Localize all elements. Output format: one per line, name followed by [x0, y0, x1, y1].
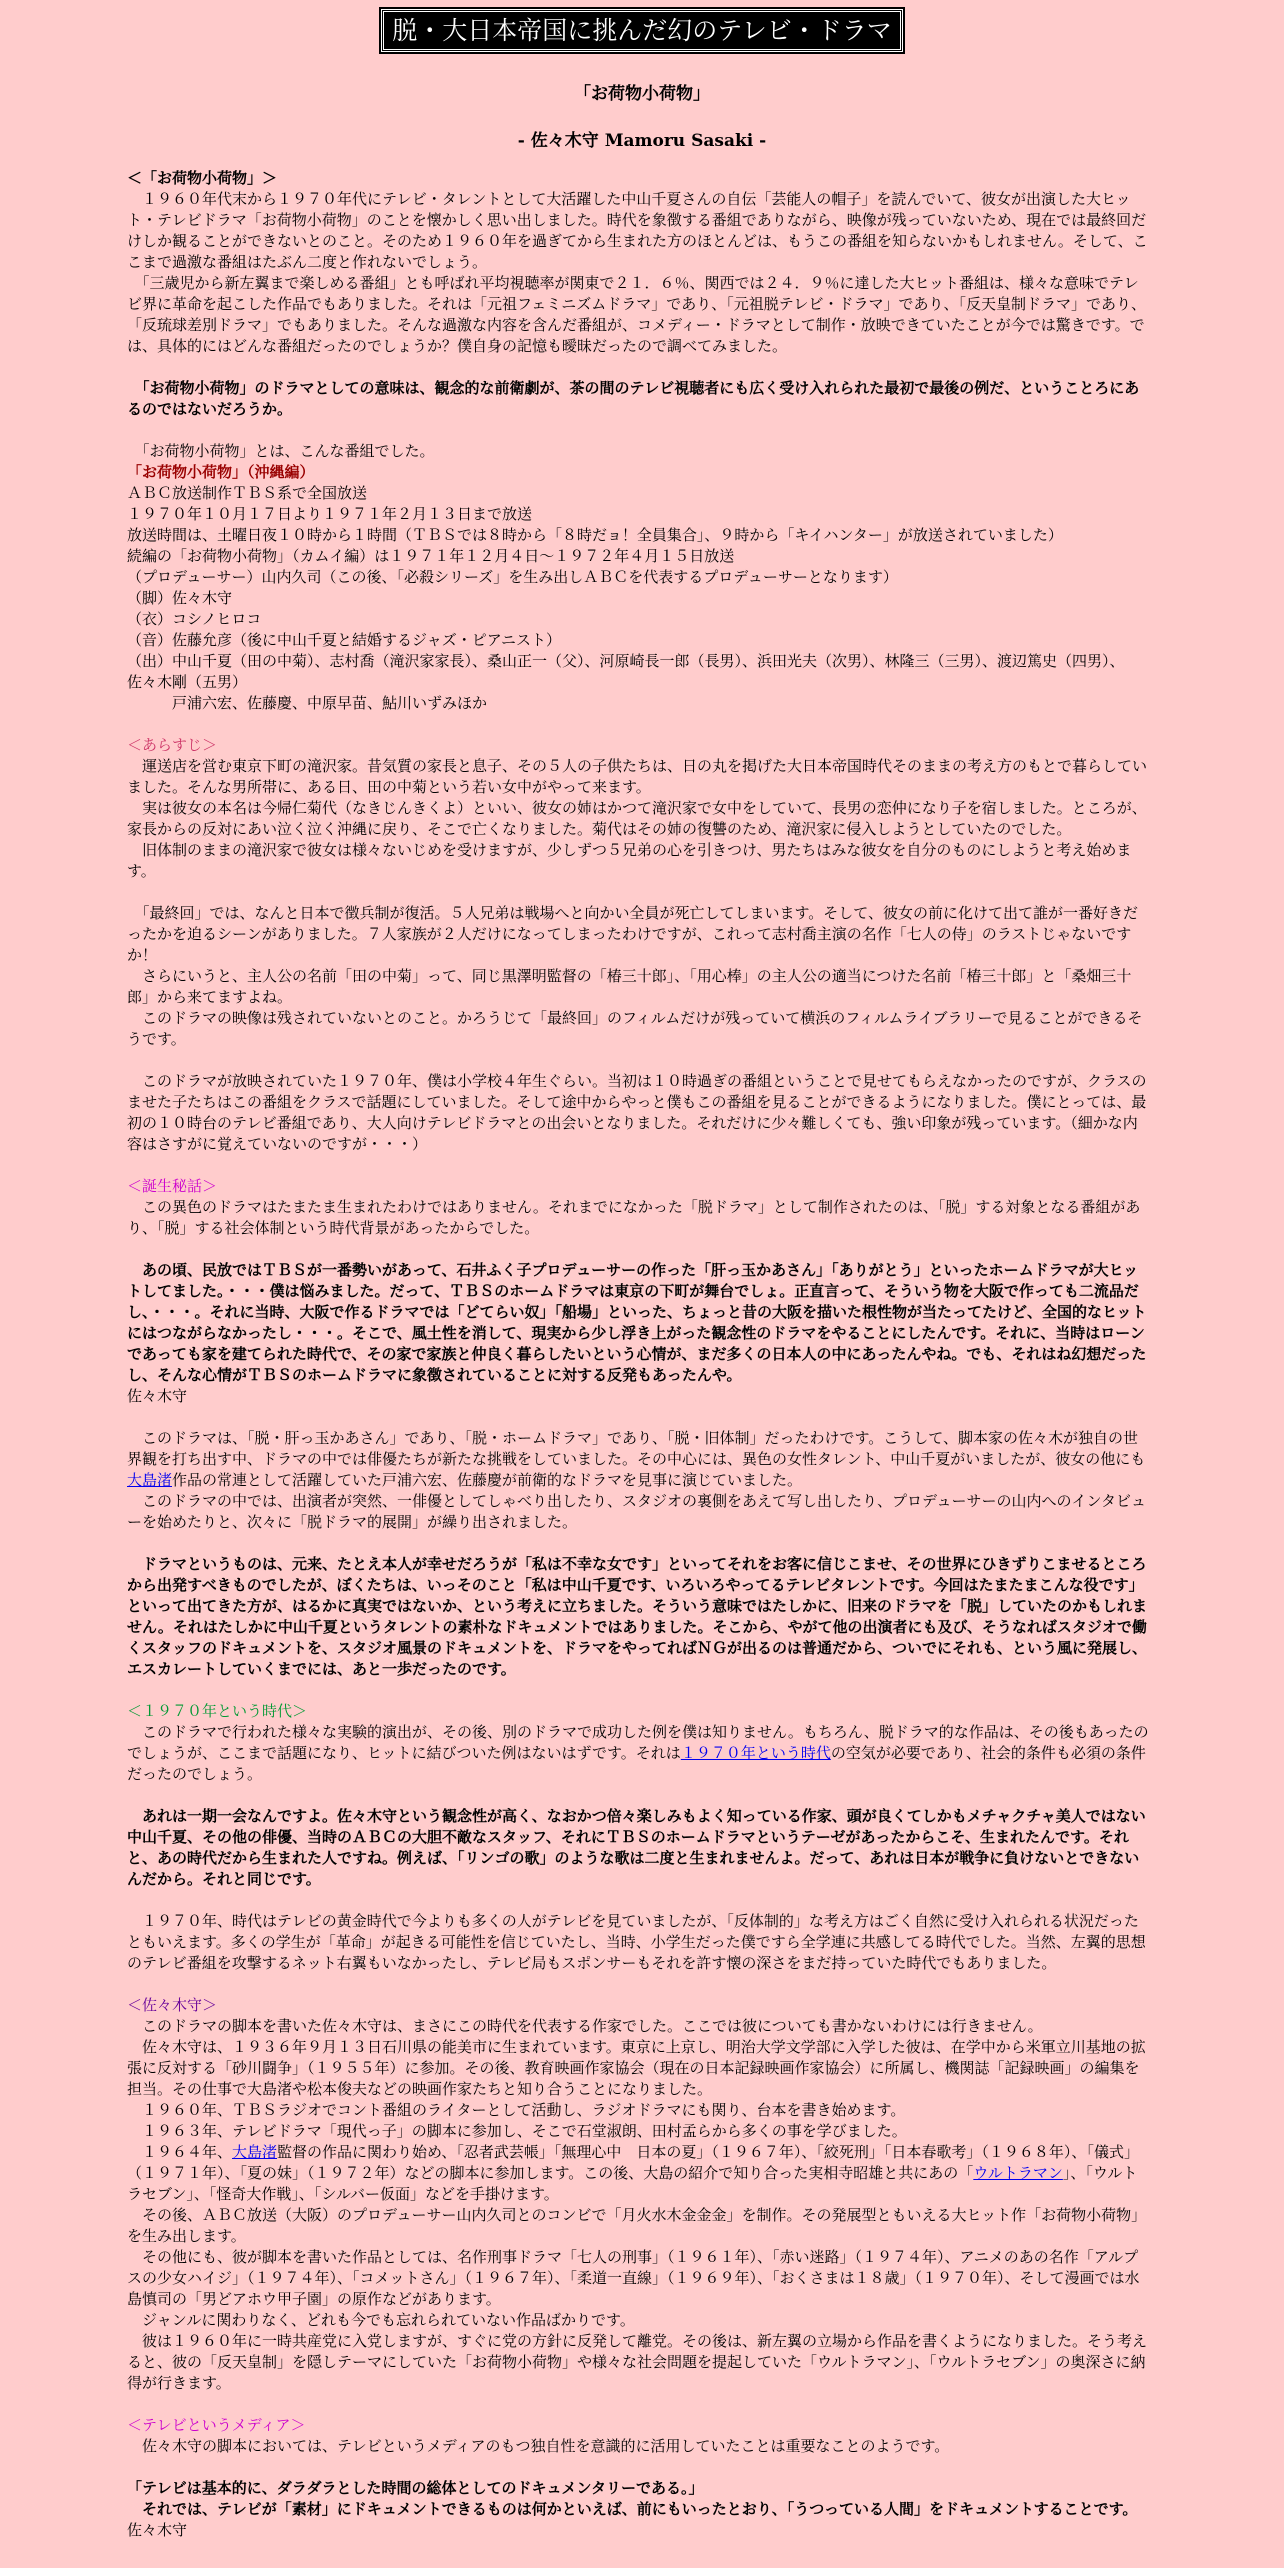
paragraph: [127, 1428, 1152, 1491]
paragraph: １９７０年、時代はテレビの黄金時代で今よりも多くの人がテレビを見ていましたが、「反体制的」な考え方はごく自然に受け入れられる状況だったともいえます。多くの学生が「革命」が起きる可能性を信じていたし、当時、小学生だった僕ですら全学連に共感してる時代でした。当然、左翼的思想のテレビ番組を攻撃するネット右翼もいなかったし、テレビ局もスポンサーもそれを許す懐の深さをまだ持っていた時代でもありました。: [127, 1912, 1146, 1972]
section-heading-synopsis: ＜あらすじ＞: [127, 736, 218, 754]
paragraph: ジャンルに関わりなく、どれも今でも忘れられていない作品ばかりです。: [127, 2311, 635, 2329]
text: 」、「ウルトラセブン」、「怪奇大作戦」、「シルバー仮面」などを手掛けます。: [127, 2164, 1138, 2203]
text: このドラマで行われた様々な実験的演出が、その後、別のドラマで成功した例を僕は知りません。もちろん、脱ドラマ的な作品は、その後もあったのでしょうが、ここまで話題になり、ヒットに結びついた例はないはずです。それは: [127, 1723, 1149, 1762]
paragraph: １９６０年、ＴＢＳラジオでコント番組のライターとして活動し、ラジオドラマにも関り、台本を書き始めます。: [127, 2101, 906, 2119]
section-heading-intro: ＜「お荷物小荷物」＞: [127, 169, 278, 187]
quote-bold: あれは一期一会なんですよ。佐々木守という観念性が高く、なおかつ倍々楽しみもよく知っている作家、頭が良くてしかもメチャクチャ美人ではない中山千夏、その他の俳優、当時のＡＢＣの大胆不敵なスタッフ、それにＴＢＳのホームドラマというテーゼがあったからこそ、生まれたんです。それと、あの時代だから生まれた人ですね。例えば、「リンゴの歌」のような歌は二度と生まれませんよ。だって、あれは日本が戦争に負けないとできないんだから。それと同じです。: [127, 1807, 1146, 1888]
section-heading-sasaki: ＜佐々木守＞: [127, 1996, 218, 2014]
quote-bold: 「テレビは基本的に、ダラダラとした時間の総体としてのドキュメンタリーである。」: [127, 2479, 704, 2497]
paragraph: その後、ＡＢＣ放送（大阪）のプロデューサー山内久司とのコンビで「月火水木金金金」を制作。その発展型ともいえる大ヒット作「お荷物小荷物」を生み出します。: [127, 2206, 1147, 2245]
paragraph: 佐々木守の脚本においては、テレビというメディアのもつ独自性を意識的に活用していたことは重要なことのようです。: [127, 2437, 950, 2455]
link-1970[interactable]: １９７０年という時代: [680, 1744, 831, 1762]
section-heading-1970: ＜１９７０年という時代＞: [127, 1702, 308, 1720]
paragraph: 実は彼女の本名は今帰仁菊代（なきじんきくよ）といい、彼女の姉はかつて滝沢家で女中をしていて、長男の恋仲になり子を宿しました。ところが、家長からの反対にあい泣く泣く沖縄に戻り、そこで亡くなりました。菊代はその姉の復讐のため、滝沢家に侵入しようとしていたのでした。: [127, 799, 1147, 838]
section-heading-birth: ＜誕生秘話＞: [127, 1177, 218, 1195]
quote-bold: それでは、テレビが「素材」にドキュメントできるものは何かといえば、前にもいったとおり、「うつっている人間」をドキュメントすることです。: [127, 2500, 1138, 2518]
quote-bold: あの頃、民放ではＴＢＳが一番勢いがあって、石井ふく子プロデューサーの作った「肝っ玉かあさん」「ありがとう」といったホームドラマが大ヒットしてました。・・・僕は悩みました。だって、ＴＢＳのホームドラマは東京の下町が舞台でしょ。正直言って、そういう物を大阪で作っても二流品だし、・・・。それに当時、大阪で作るドラマでは「どてらい奴」「船場」といった、ちょっと昔の大阪を描いた根性物が当たってたけど、全国的なヒットにはつながらなかったし・・・。そこで、風土性を消して、現実から少し浮き上がった観念性のドラマをやることにしたんです。それに、当時はローンであっても家を建てられた時代で、その家で家族と仲良く暮らしたいという心情が、まだ多くの日本人の中にあったんやね。でも、それはね幻想だったし、そんな心情がＴＢＳのホームドラマに象徴されていることに対する反発もあったんや。: [127, 1261, 1147, 1384]
paragraph: 彼は１９６０年に一時共産党に入党しますが、すぐに党の方針に反発して離党。その後は、新左翼の立場から作品を書くようになりました。そう考えると、彼の「反天皇制」を隠しテーマにしていた「お荷物小荷物」や様々な社会問題を提起していた「ウルトラマン」、「ウルトラセブン」の奥深さに納得が行きます。: [127, 2332, 1148, 2392]
paragraph: この異色のドラマはたまたま生まれたわけではありません。それまでになかった「脱ドラマ」として制作されたのは、「脱」する対象となる番組があり、「脱」する社会体制という時代背景があったからでした。: [127, 1198, 1141, 1237]
section-heading-media: ＜テレビというメディア＞: [127, 2416, 306, 2434]
paragraph: このドラマの中では、出演者が突然、一俳優としてしゃべり出したり、スタジオの裏側をあえて写し出したり、プロデューサーの山内へのインタビューを始めたりと、次々に「脱ドラマ的展開」が繰り出されました。: [127, 1492, 1146, 1531]
info-line: （衣）コシノヒロコ: [127, 610, 262, 628]
page-title: 脱・大日本帝国に挑んだ幻のテレビ・ドラマ: [381, 9, 903, 52]
paragraph: 運送店を営む東京下町の滝沢家。昔気質の家長と息子、その５人の子供たちは、日の丸を掲げた大日本帝国時代そのままの考え方のもとで暮らしていました。そんな男所帯に、ある日、田の中菊という若い女中がやって来ます。: [127, 757, 1148, 796]
quote-bold: ドラマというものは、元来、たとえ本人が幸せだろうが「私は不幸な女です」といってそれをお客に信じこませ、その世界にひきずりこませるところから出発すべきものでしたが、ぼくたちは、いっそのこと「私は中山千夏です、いろいろやってるテレビタレントです。今回はたまたまこんな役です」といって出てきた方が、はるかに真実ではないか、という考えに立ちました。そういう意味ではたしかに、旧来のドラマを「脱」していたのかもしれません。それはたしかに中山千夏というタレントの素朴なドキュメントではありました。そこから、やがて他の出演者にも及び、そうなればスタジオで働くスタッフのドキュメントを、スタジオ風景のドキュメントを、ドラマをやってればＮＧが出るのは普通だから、ついでにそれも、という風に発展し、エスカレートしていくまでには、あと一歩だったのです。: [127, 1555, 1148, 1678]
paragraph: １９６３年、テレビドラマ「現代っ子」の脚本に参加し、そこで石堂淑朗、田村孟らから多くの事を学びました。: [127, 2122, 907, 2140]
info-line: 放送時間は、土曜日夜１０時から１時間（ＴＢＳでは８時から「８時だョ！全員集合」、９時から「キイハンター」が放送されていました）: [127, 526, 1063, 544]
paragraph: このドラマの脚本を書いた佐々木守は、まさにこの時代を代表する作家でした。ここでは彼についても書かないわけには行きません。: [127, 2017, 1043, 2035]
text: 作品の常連として活躍していた戸浦六宏、佐藤慶が前衛的なドラマを見事に演じていました。: [172, 1471, 803, 1489]
link-ultraman[interactable]: ウルトラマン: [973, 2164, 1063, 2182]
paragraph: 旧体制のままの滝沢家で彼女は様々ないじめを受けますが、少しずつ５兄弟の心を引きつけ、男たちはみな彼女を自分のものにしようと考え始めます。: [127, 841, 1132, 880]
paragraph: 佐々木守は、１９３６年９月１３日石川県の能美市に生まれています。東京に上京し、明治大学文学部に入学した彼は、在学中から米軍立川基地の拡張に反対する「砂川闘争」（１９５５年）に参加。その後、教育映画作家協会（現在の日本記録映画作家協会）に所属し、機関誌「記録映画」の編集を担当。その仕事で大島渚や松本俊夫などの映画作家たちと知り合うことになりました。: [127, 2038, 1146, 2098]
paragraph: このドラマの映像は残されていないとのこと。かろうじて「最終回」のフィルムだけが残っていて横浜のフィルムライブラリーで見ることができるそうです。: [127, 1009, 1143, 1048]
paragraph: 「最終回」では、なんと日本で徴兵制が復活。５人兄弟は戦場へと向かい全員が死亡してしまいます。そして、彼女の前に化けて出て誰が一番好きだったかを迫るシーンがありました。７人家族が２人だけになってしまったわけですが、これって志村喬主演の名作「七人の侍」のラストじゃないですか！: [127, 904, 1139, 964]
paragraph: １９６０年代末から１９７０年代にテレビ・タレントとして大活躍した中山千夏さんの自伝「芸能人の帽子」を読んでいて、彼女が出演した大ヒット・テレビドラマ「お荷物小荷物」のことを懐かしく思い出しました。時代を象徴する番組でありながら、映像が残っていないため、現在では最終回だけしか観ることができないとのこと。そのため１９６０年を過ぎてから生まれた方のほとんどは、もうこの番組を知らないかもしれません。そして、ここまで過激な番組はたぶん二度と作れないでしょう。: [127, 190, 1148, 271]
quote-signature: 佐々木守: [127, 2521, 188, 2539]
text: の空気が必要であり、社会的条件も必須の条件だったのでしょう。: [127, 1744, 1146, 1783]
info-line: １９７０年１０月１７日より１９７１年２月１３日まで放送: [127, 505, 533, 523]
paragraph: その他にも、彼が脚本を書いた作品としては、名作刑事ドラマ「七人の刑事」（１９６１年）、「赤い迷路」（１９７４年）、アニメのあの名作「アルプスの少女ハイジ」（１９７４年）、「コメットさん」（１９６７年）、「柔道一直線」（１９６９年）、「おくさまは１８歳」（１９７０年）、そして漫画では水島慎司の「男どアホウ甲子園」の原作などがあります。: [127, 2248, 1140, 2308]
info-line: 続編の「お荷物小荷物」（カムイ編）は１９７１年１２月４日～１９７２年４月１５日放送: [127, 547, 735, 565]
paragraph: [127, 1722, 1152, 1785]
info-line: （脚）佐々木守: [127, 589, 233, 607]
info-line: （音）佐藤允彦（後に中山千夏と結婚するジャズ・ピアニスト）: [127, 631, 561, 649]
paragraph: さらにいうと、主人公の名前「田の中菊」って、同じ黒澤明監督の「椿三十郎」、「用心棒」の主人公の適当につけた名前「椿三十郎」と「桑畑三十郎」から来てますよね。: [127, 967, 1132, 1006]
paragraph: 「三歳児から新左翼まで楽しめる番組」とも呼ばれ平均視聴率が関東で２１．６％、関西では２４．９％に達した大ヒット番組は、様々な意味でテレビ界に革命を起こした作品でもありました。それは「元祖フェミニズムドラマ」であり、「元祖脱テレビ・ドラマ」であり、「反天皇制ドラマ」であり、「反琉球差別ドラマ」でもありました。そんな過激な内容を含んだ番組が、コメディー・ドラマとして制作・放映できていたことが今では驚きです。では、具体的にはどんな番組だったのでしょうか？僕自身の記憶も曖昧だったので調べてみました。: [127, 274, 1146, 355]
link-oshima[interactable]: 大島渚: [232, 2143, 278, 2161]
text: このドラマは、「脱・肝っ玉かあさん」であり、「脱・ホームドラマ」であり、「脱・旧体制」だったわけです。こうして、脚本家の佐々木が独自の世界観を打ち出す中、ドラマの中では俳優たちが新たな挑戦をしていました。その中心には、異色の女性タレント、中山千夏がいましたが、彼女の他にも: [127, 1429, 1146, 1468]
info-line: （出）中山千夏（田の中菊）、志村喬（滝沢家家長）、桑山正一（父）、河原崎長一郎（長男）、浜田光夫（次男）、林隆三（三男）、渡辺篤史（四男）、佐々木剛（五男）: [127, 652, 1125, 691]
quote-bold: 「お荷物小荷物」のドラマとしての意味は、観念的な前衛劇が、茶の間のテレビ視聴者にも広く受け入れられた最初で最後の例だ、ということろにあるのではないだろうか。: [127, 379, 1140, 418]
info-line: ＡＢＣ放送制作ＴＢＳ系で全国放送: [127, 484, 368, 502]
paragraph: [127, 2142, 1152, 2205]
paragraph: このドラマが放映されていた１９７０年、僕は小学校４年生ぐらい。当初は１０時過ぎの番組ということで見せてもらえなかったのですが、クラスのませた子たちはこの番組をクラスで話題にしていました。そして途中からやっと僕もこの番組を見ることができるようになりました。僕にとっては、最初の１０時台のテレビ番組であり、大人向けテレビドラマとの出会いとなりました。それだけに少々難しくても、強い印象が残っています。（細かな内容はさすがに覚えていないのですが・・・）: [127, 1072, 1147, 1153]
title-banner: [0, 0, 1284, 52]
text: １９６４年、: [127, 2143, 233, 2161]
article-title: 「お荷物小荷物」: [574, 84, 710, 104]
author-line: - 佐々木守 Mamoru Sasaki -: [517, 131, 767, 151]
paragraph: 「お荷物小荷物」とは、こんな番組でした。: [127, 442, 435, 460]
program-title: 「お荷物小荷物」（沖縄編）: [127, 463, 315, 481]
info-line: （プロデューサー）山内久司（この後、「必殺シリーズ」を生み出しＡＢＣを代表するプロデューサーとなります）: [127, 568, 898, 586]
link-oshima[interactable]: 大島渚: [127, 1471, 173, 1489]
text: 監督の作品に関わり始め、「忍者武芸帳」「無理心中 日本の夏」（１９６７年）、「絞死刑」「日本春歌考」（１９６８年）、「儀式」（１９７１年）、「夏の妹」（１９７２年）などの脚本に参加します。この後、大島の紹介で知り合った実相寺昭雄と共にあの「: [127, 2143, 1139, 2182]
quote-signature: 佐々木守: [127, 1387, 188, 1405]
article-body: [127, 168, 1152, 2541]
info-line: 戸浦六宏、佐藤慶、中原早苗、鮎川いずみほか: [172, 694, 488, 712]
